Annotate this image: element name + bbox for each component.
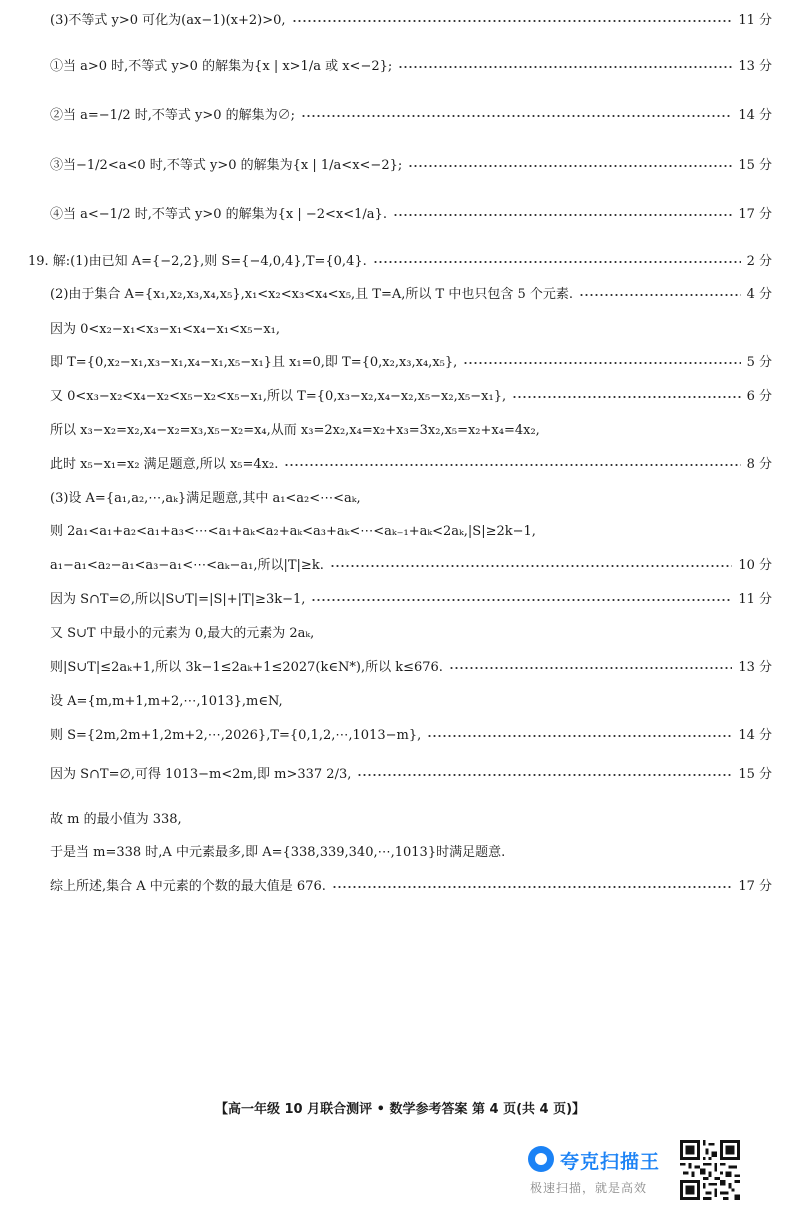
- answer-text: ②当 a=−1/2 时,不等式 y>0 的解集为∅;: [50, 108, 296, 123]
- answer-line: [50, 423, 772, 439]
- dotted-leader: [332, 886, 732, 888]
- answer-text: 因为 0<x₂−x₁<x₃−x₁<x₄−x₁<x₅−x₁,: [50, 322, 281, 337]
- answer-text: 此时 x₅−x₁=x₂ 满足题意,所以 x₅=4x₂.: [50, 457, 279, 472]
- dotted-leader: [357, 774, 732, 776]
- score-label: 15 分: [738, 158, 772, 173]
- answer-line: [50, 322, 772, 338]
- score-label: 13 分: [738, 59, 772, 74]
- dotted-leader: [579, 294, 741, 296]
- watermark-slogan: 极速扫描，就是高效: [530, 1181, 648, 1195]
- dotted-leader: [393, 214, 732, 216]
- score-label: 6 分: [746, 389, 772, 404]
- dotted-leader: [284, 464, 740, 466]
- score-label: 4 分: [746, 287, 772, 302]
- answer-text: 19. 解:(1)由已知 A={−2,2},则 S={−4,0,4},T={0,4}.: [28, 254, 367, 269]
- score-label: 8 分: [746, 457, 772, 472]
- answer-line: [50, 13, 772, 29]
- answer-line: [50, 108, 772, 124]
- score-label: 11 分: [738, 592, 772, 607]
- answer-line: [50, 524, 772, 540]
- answer-text: 综上所述,集合 A 中元素的个数的最大值是 676.: [50, 879, 326, 894]
- answer-line: [50, 558, 772, 574]
- answer-text: (2)由于集合 A={x₁,x₂,x₃,x₄,x₅},x₁<x₂<x₃<x₄<x₅,且 T=A,所以 T 中也只包含 5 个元素.: [50, 287, 573, 302]
- answer-line: [50, 207, 772, 223]
- answer-text: 于是当 m=338 时,A 中元素最多,即 A={338,339,340,⋯,1013}时满足题意.: [50, 845, 506, 860]
- answer-line: [50, 728, 772, 744]
- dotted-leader: [373, 261, 741, 263]
- score-label: 17 分: [738, 879, 772, 894]
- answer-text: (3)不等式 y>0 可化为(ax−1)(x+2)>0,: [50, 13, 286, 28]
- dotted-leader: [408, 165, 732, 167]
- answer-line: [50, 158, 772, 174]
- score-label: 2 分: [746, 254, 772, 269]
- qr-code-icon: [680, 1140, 740, 1200]
- watermark-brand: 夸克扫描王: [560, 1151, 661, 1173]
- answer-line: [50, 660, 772, 676]
- answer-text: 则 S={2m,2m+1,2m+2,⋯,2026},T={0,1,2,⋯,1013−m},: [50, 728, 422, 743]
- score-label: 15 分: [738, 767, 772, 782]
- dotted-leader: [311, 599, 732, 601]
- answer-text: 因为 S∩T=∅,所以|S∪T|=|S|+|T|≥3k−1,: [50, 592, 306, 607]
- score-label: 13 分: [738, 660, 772, 675]
- page-footer: 【高一年级 10 月联合测评 • 数学参考答案 第 4 页(共 4 页)】: [214, 1102, 586, 1117]
- answer-line: [50, 845, 772, 861]
- dotted-leader: [512, 396, 740, 398]
- score-label: 17 分: [738, 207, 772, 222]
- answer-line: [50, 287, 772, 303]
- dotted-leader: [301, 115, 732, 117]
- answer-line: [50, 879, 772, 895]
- answer-text: ④当 a<−1/2 时,不等式 y>0 的解集为{x | −2<x<1/a}.: [50, 207, 387, 222]
- answer-line: [50, 626, 772, 642]
- dotted-leader: [463, 362, 740, 364]
- dotted-leader: [449, 667, 732, 669]
- answer-line: [50, 812, 772, 828]
- scanner-watermark: [528, 1143, 678, 1203]
- answer-text: (3)设 A={a₁,a₂,⋯,aₖ}满足题意,其中 a₁<a₂<⋯<aₖ,: [50, 491, 361, 506]
- answer-line: [50, 355, 772, 371]
- score-label: 10 分: [738, 558, 772, 573]
- answer-text: 所以 x₃−x₂=x₂,x₄−x₂=x₃,x₅−x₂=x₄,从而 x₃=2x₂,x₄=x₂+x₃=3x₂,x₅=x₂+x₄=4x₂,: [50, 423, 540, 438]
- answer-line: [50, 457, 772, 473]
- score-label: 14 分: [738, 108, 772, 123]
- dotted-leader: [427, 735, 732, 737]
- answer-text: 则|S∪T|≤2aₖ+1,所以 3k−1≤2aₖ+1≤2027(k∈N*),所以 k≤676.: [50, 660, 443, 675]
- answer-line: [50, 767, 772, 783]
- answer-text: 设 A={m,m+1,m+2,⋯,1013},m∈N,: [50, 694, 283, 709]
- answer-text: a₁−a₁<a₂−a₁<a₃−a₁<⋯<aₖ−a₁,所以|T|≥k.: [50, 558, 324, 573]
- answer-text: 又 S∪T 中最小的元素为 0,最大的元素为 2aₖ,: [50, 626, 315, 641]
- dotted-leader: [292, 20, 733, 22]
- dotted-leader: [398, 66, 732, 68]
- answer-text: ③当−1/2<a<0 时,不等式 y>0 的解集为{x | 1/a<x<−2};: [50, 158, 403, 173]
- score-label: 14 分: [738, 728, 772, 743]
- dotted-leader: [330, 565, 732, 567]
- quark-logo-icon: [528, 1146, 554, 1172]
- answer-line: [50, 389, 772, 405]
- answer-line: [50, 694, 772, 710]
- answer-text: 故 m 的最小值为 338,: [50, 812, 182, 827]
- answer-line: [50, 592, 772, 608]
- answer-line: [28, 254, 772, 270]
- answer-text: 因为 S∩T=∅,可得 1013−m<2m,即 m>337 2/3,: [50, 767, 352, 782]
- score-label: 5 分: [746, 355, 772, 370]
- score-label: 11 分: [738, 13, 772, 28]
- answer-line: [50, 59, 772, 75]
- answer-text: 则 2a₁<a₁+a₂<a₁+a₃<⋯<a₁+aₖ<a₂+aₖ<a₃+aₖ<⋯<aₖ₋₁+aₖ<2aₖ,|S|≥2k−1,: [50, 524, 536, 539]
- answer-line: [50, 491, 772, 507]
- answer-text: 即 T={0,x₂−x₁,x₃−x₁,x₄−x₁,x₅−x₁}且 x₁=0,即 T={0,x₂,x₃,x₄,x₅},: [50, 355, 458, 370]
- answer-text: ①当 a>0 时,不等式 y>0 的解集为{x | x>1/a 或 x<−2};: [50, 59, 393, 74]
- answer-text: 又 0<x₃−x₂<x₄−x₂<x₅−x₂<x₅−x₁,所以 T={0,x₃−x₂,x₄−x₂,x₅−x₂,x₅−x₁},: [50, 389, 507, 404]
